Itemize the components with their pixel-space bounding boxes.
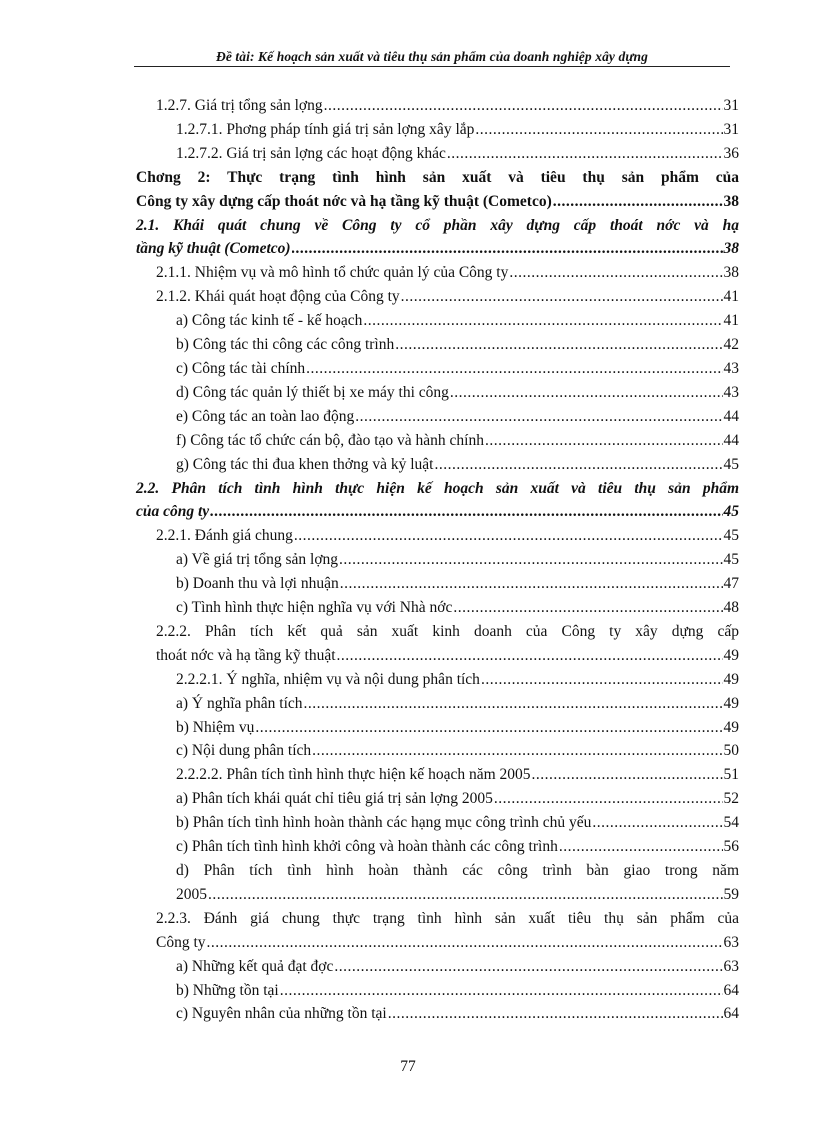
toc-leader-dots — [339, 548, 722, 572]
toc-entry-title: c) Tình hình thực hiện nghĩa vụ với Nhà nớc — [176, 599, 453, 617]
toc-leader-dots — [485, 429, 723, 453]
toc-page-number: 45 — [723, 527, 739, 545]
toc-entry[interactable] — [136, 835, 739, 859]
toc-page-number: 52 — [723, 790, 739, 808]
toc-entry-title: g) Công tác thi đua khen thởng và kỷ luật — [176, 455, 434, 473]
toc-entry[interactable] — [136, 955, 739, 979]
toc-page-number: 49 — [723, 718, 739, 736]
toc-entry-title: f) Công tác tổ chức cán bộ, đào tạo và hành chính — [176, 431, 484, 449]
toc-entry-title: thoát nớc và hạ tầng kỹ thuật — [156, 646, 336, 664]
toc-entry[interactable] — [136, 763, 739, 787]
toc-entry[interactable] — [136, 979, 739, 1003]
toc-leader-dots — [494, 787, 723, 811]
toc-page-number: 43 — [723, 383, 739, 401]
toc-entry-title: c) Nội dung phân tích — [176, 742, 312, 760]
toc-page-number: 38 — [723, 264, 739, 282]
document-header: Đề tài: Kế hoạch sản xuất và tiêu thụ sản phẩm của doanh nghiệp xây dựng — [134, 48, 730, 67]
toc-page-number: 45 — [723, 551, 739, 569]
toc-entry-title: 2.1.1. Nhiệm vụ và mô hình tổ chức quản lý của Công ty — [156, 264, 509, 282]
toc-leader-dots — [450, 381, 723, 405]
toc-leader-dots — [355, 405, 722, 429]
toc-entry[interactable] — [136, 285, 739, 309]
toc-entry-title: 1.2.7. Giá trị tổng sản lợng — [156, 97, 323, 114]
toc-entry[interactable] — [136, 596, 739, 620]
toc-leader-dots — [453, 596, 722, 620]
toc-page-number: 42 — [723, 336, 739, 354]
toc-leader-dots — [306, 357, 722, 381]
toc-entry-line1: 2.2.2. Phân tích kết quả sản xuất kinh doanh của Công ty xây dựng cấp — [156, 622, 739, 640]
toc-page-number: 41 — [723, 312, 739, 330]
toc-entry-title: b) Doanh thu và lợi nhuận — [176, 575, 339, 593]
toc-page-number: 41 — [723, 288, 739, 306]
toc-leader-dots — [312, 739, 722, 763]
toc-entry[interactable] — [136, 357, 739, 381]
toc-entry[interactable] — [136, 739, 739, 763]
toc-entry-title: c) Phân tích tình hình khởi công và hoàn thành các công trình — [176, 838, 558, 856]
toc-page-number: 63 — [723, 957, 739, 975]
toc-entry[interactable] — [136, 931, 739, 955]
toc-leader-dots — [280, 979, 723, 1003]
toc-leader-dots — [337, 644, 723, 668]
toc-page-number: 49 — [723, 670, 739, 688]
toc-entry[interactable] — [136, 237, 739, 261]
toc-entry-title: của công ty — [136, 503, 210, 521]
toc-page-number: 56 — [723, 838, 739, 856]
toc-entry-title: Công ty — [156, 933, 206, 951]
toc-entry[interactable] — [136, 94, 739, 118]
toc-entry-line1: 2.1. Khái quát chung về Công ty cổ phần xây dựng cấp thoát nớc và hạ — [136, 216, 739, 234]
toc-leader-dots — [304, 692, 723, 716]
toc-entry-title: c) Công tác tài chính — [176, 359, 306, 377]
toc-entry[interactable] — [136, 644, 739, 668]
toc-entry-title: 2005 — [176, 885, 207, 903]
toc-leader-dots — [208, 883, 723, 907]
toc-entry-title: c) Nguyên nhân của những tồn tại — [176, 1005, 387, 1023]
toc-entry-title: a) Những kết quả đạt đợc — [176, 957, 334, 975]
toc-leader-dots — [395, 333, 722, 357]
toc-leader-dots — [294, 524, 723, 548]
toc-leader-dots — [481, 668, 723, 692]
toc-page-number: 54 — [723, 814, 739, 832]
toc-page-number: 45 — [723, 503, 739, 521]
toc-entry[interactable] — [136, 548, 739, 572]
toc-entry-title: tầng kỹ thuật (Cometco) — [136, 240, 291, 258]
toc-page-number: 64 — [723, 1005, 739, 1023]
toc-entry[interactable] — [136, 787, 739, 811]
toc-entry-line1: 2.2.3. Đánh giá chung thực trạng tình hình sản xuất tiêu thụ sản phẩm của — [156, 909, 739, 927]
toc-leader-dots — [434, 453, 722, 477]
toc-leader-dots — [475, 118, 722, 142]
toc-leader-dots — [255, 716, 722, 740]
toc-entry-line1: 2.2. Phân tích tình hình thực hiện kế hoạch sản xuất và tiêu thụ sản phẩm — [136, 479, 739, 497]
toc-entry[interactable] — [136, 883, 739, 907]
toc-leader-dots — [592, 811, 722, 835]
toc-page-number: 48 — [723, 599, 739, 617]
toc-entry-title: 2.1.2. Khái quát hoạt động của Công ty — [156, 288, 400, 306]
toc-entry[interactable] — [136, 309, 739, 333]
toc-entry[interactable] — [136, 500, 739, 524]
toc-page-number: 45 — [723, 455, 739, 473]
toc-leader-dots — [509, 261, 722, 285]
toc-entry-title: 1.2.7.2. Giá trị sản lợng các hoạt động khác — [176, 144, 446, 162]
toc-entry[interactable] — [136, 118, 739, 142]
toc-entry[interactable] — [136, 668, 739, 692]
toc-entry[interactable] — [136, 405, 739, 429]
toc-entry-title: 2.2.1. Đánh giá chung — [156, 527, 293, 545]
toc-entry[interactable] — [136, 190, 739, 214]
toc-entry-title: a) Về giá trị tổng sản lợng — [176, 551, 339, 569]
toc-leader-dots — [324, 94, 723, 118]
toc-entry[interactable] — [136, 261, 739, 285]
toc-page-number: 31 — [723, 97, 739, 114]
toc-entry[interactable] — [136, 811, 739, 835]
toc-entry-line1: d) Phân tích tình hình hoàn thành các công trình bàn giao trong năm — [176, 862, 739, 879]
toc-entry[interactable] — [136, 453, 739, 477]
toc-entry[interactable] — [136, 716, 739, 740]
toc-page-number: 38 — [723, 192, 739, 210]
toc-leader-dots — [207, 931, 723, 955]
toc-entry-title: a) Công tác kinh tế - kế hoạch — [176, 312, 363, 330]
toc-entry-title: a) Phân tích khái quát chỉ tiêu giá trị sản lợng 2005 — [176, 790, 493, 808]
toc-entry-title: b) Phân tích tình hình hoàn thành các hạng mục công trình chủ yếu — [176, 814, 592, 832]
toc-page-number: 36 — [723, 144, 739, 162]
toc-leader-dots — [363, 309, 722, 333]
toc-page-number: 50 — [723, 742, 739, 760]
table-of-contents — [136, 94, 739, 1026]
toc-entry-title: b) Nhiệm vụ — [176, 718, 255, 736]
toc-entry-title: 2.2.2.1. Ý nghĩa, nhiệm vụ và nội dung phân tích — [176, 670, 480, 688]
toc-page-number: 44 — [723, 407, 739, 425]
toc-leader-dots — [334, 955, 722, 979]
toc-entry[interactable] — [136, 1002, 739, 1026]
toc-entry[interactable] — [136, 142, 739, 166]
toc-entry-title: 2.2.2.2. Phân tích tình hình thực hiện kế hoạch năm 2005 — [176, 766, 531, 784]
toc-page-number: 64 — [723, 981, 739, 999]
toc-leader-dots — [292, 237, 723, 261]
toc-entry-title: d) Công tác quản lý thiết bị xe máy thi công — [176, 383, 449, 401]
toc-entry-line1: Chơng 2: Thực trạng tình hình sản xuất và tiêu thụ sản phẩm của — [136, 168, 739, 186]
toc-page-number: 47 — [723, 575, 739, 593]
toc-leader-dots — [340, 572, 723, 596]
toc-leader-dots — [401, 285, 723, 309]
toc-page-number: 38 — [723, 240, 739, 258]
toc-entry[interactable] — [136, 524, 739, 548]
toc-entry[interactable] — [136, 572, 739, 596]
toc-entry[interactable] — [136, 381, 739, 405]
toc-page-number: 49 — [723, 646, 739, 664]
toc-leader-dots — [553, 190, 723, 214]
toc-page-number: 43 — [723, 359, 739, 377]
toc-leader-dots — [532, 763, 723, 787]
toc-entry-title: b) Những tồn tại — [176, 981, 279, 999]
toc-entry-title: Công ty xây dựng cấp thoát nớc và hạ tầng kỹ thuật (Cometco) — [136, 192, 552, 210]
toc-page-number: 59 — [723, 885, 739, 903]
page-number: 77 — [400, 1058, 416, 1075]
toc-leader-dots — [447, 142, 723, 166]
toc-entry-title: 1.2.7.1. Phơng pháp tính giá trị sản lợng xây lắp — [176, 120, 475, 138]
toc-entry[interactable] — [136, 692, 739, 716]
toc-entry-title: b) Công tác thi công các công trình — [176, 336, 395, 354]
toc-page-number: 49 — [723, 694, 739, 712]
toc-leader-dots — [210, 500, 722, 524]
toc-leader-dots — [559, 835, 723, 859]
toc-page-number: 31 — [723, 120, 739, 138]
toc-entry-title: e) Công tác an toàn lao động — [176, 407, 355, 425]
toc-entry-title: a) Ý nghĩa phân tích — [176, 694, 303, 712]
toc-page-number: 51 — [723, 766, 739, 784]
toc-page-number: 63 — [723, 933, 739, 951]
toc-entry[interactable] — [136, 333, 739, 357]
toc-page-number: 44 — [723, 431, 739, 449]
toc-entry[interactable] — [136, 429, 739, 453]
toc-leader-dots — [388, 1002, 723, 1026]
